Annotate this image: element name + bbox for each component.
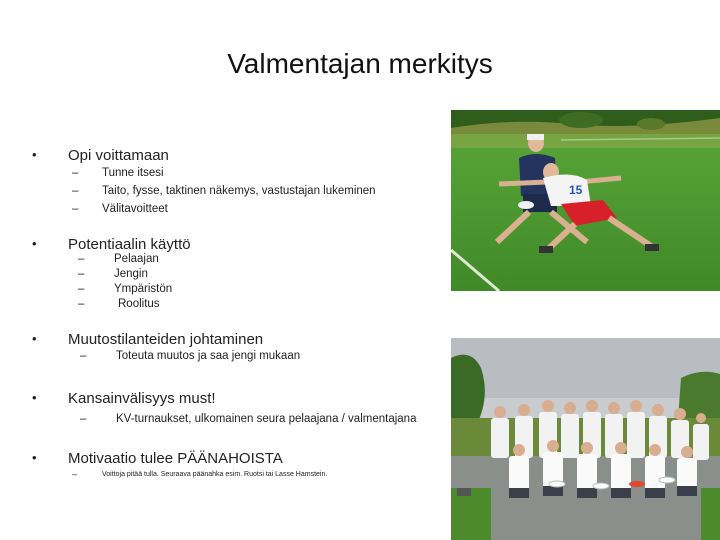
bullet-opi-voittamaan <box>32 147 169 164</box>
bullet-dot: • <box>32 331 37 346</box>
sub-text: Tunne itsesi <box>102 167 164 179</box>
dash: – <box>80 413 87 425</box>
sub-item <box>78 283 173 295</box>
bullet-muutostilanteiden-johtaminen <box>32 331 264 348</box>
dash: – <box>78 283 85 295</box>
sub-text: Toteuta muutos ja saa jengi mukaan <box>116 350 301 362</box>
sub-item <box>78 253 159 265</box>
bullet-text: Potentiaalin käyttö <box>68 236 191 253</box>
slide-title: Valmentajan merkitys <box>227 48 493 79</box>
sub-item <box>72 469 328 479</box>
bullet-dot: • <box>32 147 37 162</box>
sub-text: Välitavoitteet <box>102 203 168 215</box>
dash: – <box>72 167 79 179</box>
dash: – <box>72 203 79 215</box>
sub-item <box>80 350 301 362</box>
bullet-dot: • <box>32 236 37 251</box>
bullet-text: Opi voittamaan <box>68 147 169 164</box>
jersey-number: 15 <box>569 183 583 197</box>
bullet-text: Kansainvälisyys must! <box>68 390 216 407</box>
sub-text: Voittoja pitää tulla. Seuraava päänahka esim. Ruotsi tai Lasse Hamstein. <box>102 471 328 478</box>
sub-item <box>78 268 148 280</box>
photo-frisbee-players <box>451 110 720 291</box>
bullet-text: Motivaatio tulee PÄÄNAHOISTA <box>68 450 283 467</box>
bullet-motivaatio <box>32 450 283 467</box>
bullet-kansainvalisyys <box>32 390 216 407</box>
sub-text: Ympäristön <box>114 283 173 295</box>
sub-item <box>72 185 376 197</box>
bullet-potentiaalin-kaytto <box>32 236 191 253</box>
bullet-text: Muutostilanteiden johtaminen <box>68 331 264 348</box>
dash: – <box>72 469 78 479</box>
sub-text: KV-turnaukset, ulkomainen seura pelaajana / valmentajana <box>116 413 417 425</box>
sub-text: Pelaajan <box>114 253 159 265</box>
sub-text: Taito, fysse, taktinen näkemys, vastustajan lukeminen <box>102 185 376 197</box>
bullet-dot: • <box>32 390 37 405</box>
dash: – <box>80 350 87 362</box>
sub-text: Roolitus <box>118 298 160 310</box>
dash: – <box>78 253 85 265</box>
dash: – <box>78 268 85 280</box>
sub-item <box>80 413 417 425</box>
bag <box>457 488 471 496</box>
sub-text: Jengin <box>114 268 148 280</box>
bullet-dot: • <box>32 450 37 465</box>
dash: – <box>72 185 79 197</box>
dash: – <box>78 298 85 310</box>
sub-item <box>78 298 160 310</box>
photo-team-group <box>451 338 720 540</box>
sub-item <box>72 167 164 179</box>
sub-item <box>72 203 168 215</box>
